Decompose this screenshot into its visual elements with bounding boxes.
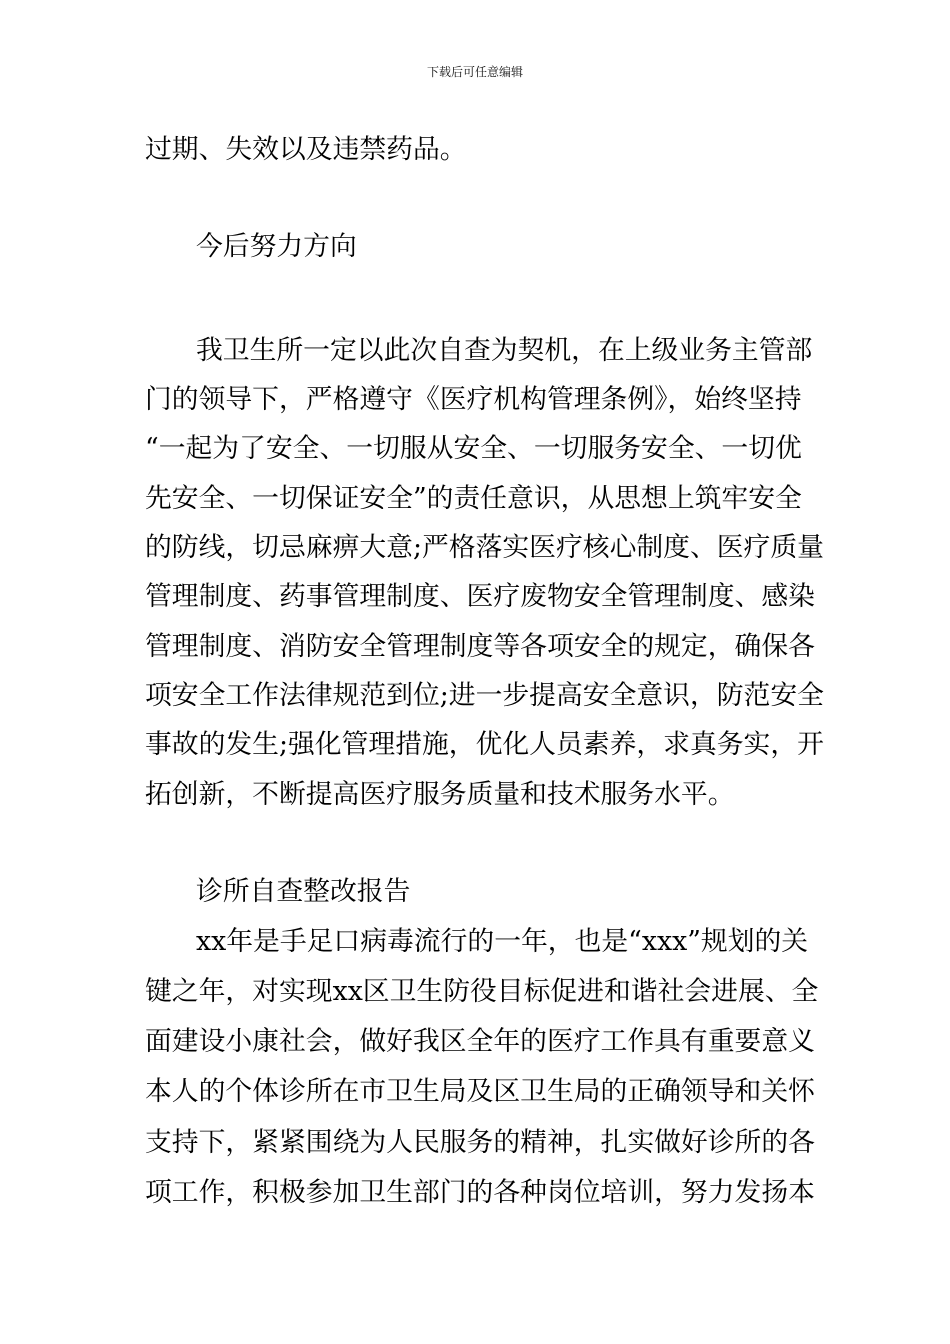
text-line: xx年是手足口病毒流行的一年，也是“xxx”规划的关 xyxy=(196,926,809,957)
text-line: 项工作，积极参加卫生部门的各种岗位培训，努力发扬本 xyxy=(145,1177,815,1208)
text-line: 管理制度、药事管理制度、医疗废物安全管理制度、感染 xyxy=(145,581,815,612)
text-line: 拓创新，不断提高医疗服务质量和技术服务水平。 xyxy=(145,779,735,810)
text-line: 管理制度、消防安全管理制度等各项安全的规定，确保各 xyxy=(145,631,815,662)
section-heading: 今后努力方向 xyxy=(196,231,357,262)
text-line: 过期、失效以及违禁药品。 xyxy=(145,134,467,165)
text-line: 的防线，切忌麻痹大意;严格落实医疗核心制度、医疗质量 xyxy=(145,532,824,563)
text-line: 我卫生所一定以此次自查为契机，在上级业务主管部 xyxy=(196,335,813,366)
text-line: “一起为了安全、一切服从安全、一切服务安全、一切优 xyxy=(145,433,802,464)
header-note: 下载后可任意编辑 xyxy=(426,65,523,79)
text-line: 门的领导下，严格遵守《医疗机构管理条例》，始终坚持 xyxy=(145,384,802,415)
text-line: 支持下，紧紧围绕为人民服务的精神，扎实做好诊所的各 xyxy=(145,1127,815,1158)
text-line: 面建设小康社会，做好我区全年的医疗工作具有重要意义 xyxy=(145,1026,815,1057)
text-line: 键之年，对实现xx区卫生防役目标促进和谐社会进展、全 xyxy=(145,976,819,1007)
text-line: 先安全、一切保证安全”的责任意识，从思想上筑牢安全 xyxy=(145,483,802,514)
text-line: 项安全工作法律规范到位;进一步提高安全意识，防范安全 xyxy=(145,680,824,711)
section-heading: 诊所自查整改报告 xyxy=(196,876,411,907)
text-line: 事故的发生;强化管理措施，优化人员素养，求真务实，开 xyxy=(145,729,824,760)
text-line: 本人的个体诊所在市卫生局及区卫生局的正确领导和关怀 xyxy=(145,1076,815,1107)
